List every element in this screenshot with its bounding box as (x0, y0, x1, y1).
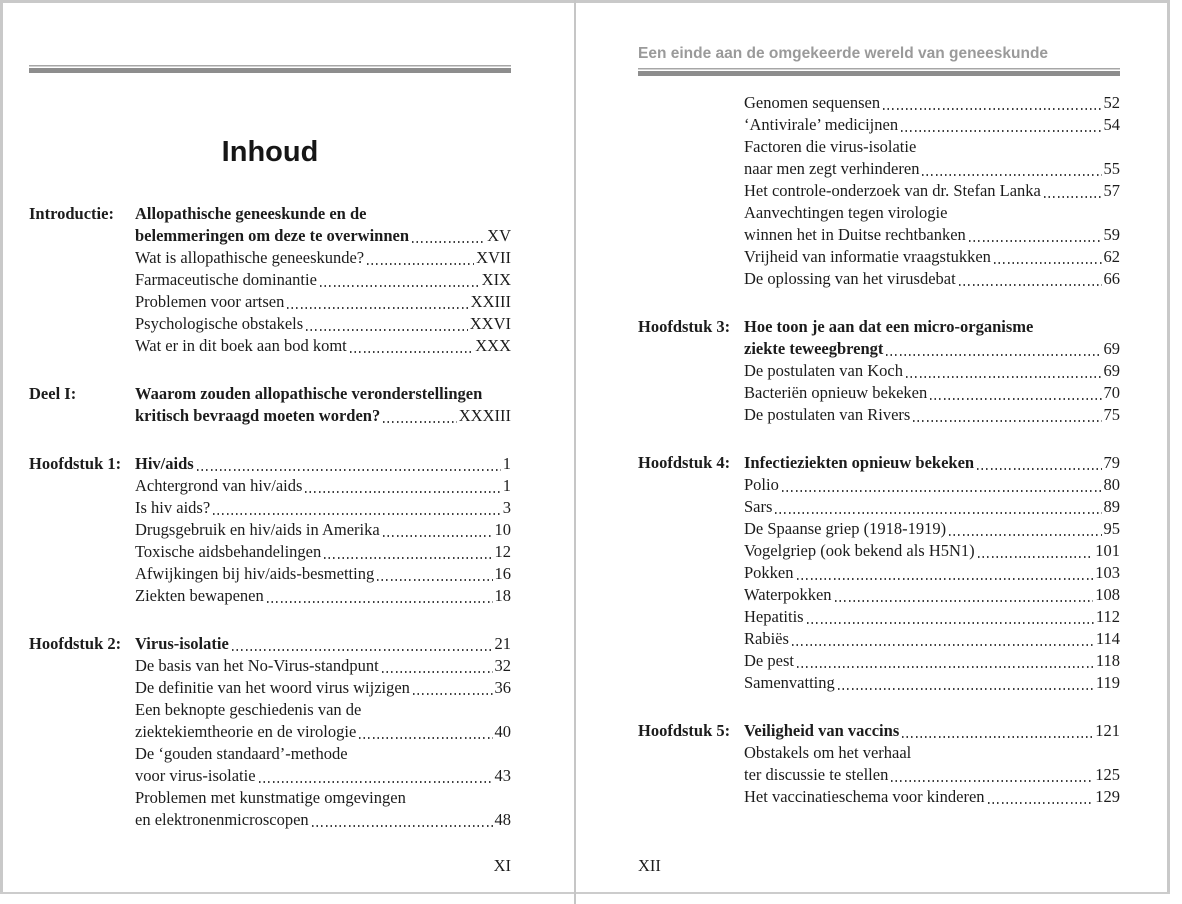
toc-entry-line (744, 338, 1120, 360)
entry-page-number: 1 (502, 454, 511, 473)
toc-entry-line (744, 518, 1120, 540)
entry-text: Wat er in dit boek aan bod komt (135, 336, 347, 355)
dot-leader (891, 780, 1093, 782)
toc-entry-line (744, 606, 1120, 628)
toc-entry-line (135, 247, 511, 269)
entry-text: ziektekiemtheorie en de virologie (135, 722, 357, 741)
entry-text: Is hiv aids? (135, 498, 211, 517)
page-bottom-edge (0, 892, 1170, 894)
dot-leader (886, 354, 1101, 356)
dot-leader (312, 825, 493, 827)
toc-entry-line (744, 360, 1120, 382)
entry-text: Polio (744, 475, 779, 494)
dot-leader (977, 468, 1101, 470)
toc-entry-line (744, 114, 1120, 136)
toc-entry (744, 742, 1120, 786)
toc-entry-line (744, 180, 1120, 202)
toc-entry (135, 313, 511, 335)
entry-text: Obstakels om het verhaal (744, 743, 912, 762)
section-label: Hoofdstuk 1: (29, 454, 122, 473)
toc-entry-line (744, 316, 1120, 338)
entry-text: Een beknopte geschiedenis van de (135, 700, 362, 719)
toc-section (29, 203, 511, 357)
toc-entry-line (135, 405, 511, 427)
left-toc (29, 203, 511, 831)
toc-entry-line (135, 225, 511, 247)
dot-leader (413, 693, 493, 695)
section-label: Hoofdstuk 4: (638, 453, 731, 472)
entry-text: Waarom zouden allopathische veronderstellingen (135, 384, 483, 403)
toc-entry (744, 360, 1120, 382)
section-entries (744, 452, 1120, 694)
toc-entry-line (135, 655, 511, 677)
dot-leader (412, 241, 485, 243)
toc-entry (744, 246, 1120, 268)
dot-leader (792, 644, 1094, 646)
entry-text: ter discussie te stellen (744, 765, 889, 784)
entry-page-number: 62 (1103, 247, 1120, 266)
dot-leader (930, 398, 1101, 400)
entry-page-number: 10 (494, 520, 511, 539)
dot-leader (797, 666, 1094, 668)
entry-text: De definitie van het woord virus wijzigen (135, 678, 410, 697)
entry-text: Sars (744, 497, 773, 516)
dot-leader (902, 736, 1093, 738)
dot-leader (324, 557, 492, 559)
section-label: Deel I: (29, 384, 77, 403)
entry-page-number: 108 (1095, 585, 1120, 604)
left-folio: XI (493, 856, 511, 875)
toc-entry (744, 540, 1120, 562)
toc-entry (744, 562, 1120, 584)
toc-section (638, 720, 1120, 808)
entry-page-number: 70 (1103, 383, 1120, 402)
toc-entry-line (135, 809, 511, 831)
entry-text: Hoe toon je aan dat een micro-organisme (744, 317, 1034, 336)
toc-entry-line (744, 650, 1120, 672)
dot-leader (782, 490, 1102, 492)
entry-page-number: 21 (494, 634, 511, 653)
toc-section (29, 383, 511, 427)
toc-section (638, 452, 1120, 694)
toc-entry (744, 136, 1120, 180)
toc-section (638, 92, 1120, 290)
entry-page-number: 12 (494, 542, 511, 561)
entry-text: Het vaccinatieschema voor kinderen (744, 787, 985, 806)
entry-page-number: 59 (1103, 225, 1120, 244)
entry-text: Ziekten bewapenen (135, 586, 264, 605)
entry-page-number: 16 (494, 564, 511, 583)
toc-section (638, 316, 1120, 426)
section-entries (744, 92, 1120, 290)
toc-entry (744, 606, 1120, 628)
entry-page-number: XVII (476, 248, 511, 267)
toc-entry (135, 335, 511, 357)
page-frame-right-edge (1167, 0, 1170, 894)
toc-entry (135, 383, 511, 427)
dot-leader (359, 737, 492, 739)
entry-page-number: 54 (1103, 115, 1120, 134)
toc-entry-line (135, 721, 511, 743)
toc-entry-line (744, 158, 1120, 180)
toc-entry-line (744, 496, 1120, 518)
dot-leader (213, 513, 501, 515)
entry-text: kritisch bevraagd moeten worden? (135, 406, 381, 425)
dot-leader (978, 556, 1094, 558)
toc-entry-line (744, 404, 1120, 426)
toc-entry (744, 452, 1120, 474)
toc-entry (744, 628, 1120, 650)
toc-entry (135, 541, 511, 563)
toc-entry-line (135, 633, 511, 655)
toc-entry (744, 786, 1120, 808)
entry-text: Samenvatting (744, 673, 835, 692)
section-entries (135, 633, 511, 831)
toc-entry-line (744, 224, 1120, 246)
entry-page-number: 103 (1095, 563, 1120, 582)
page-frame-left-edge (0, 0, 3, 894)
entry-page-number: 32 (494, 656, 511, 675)
toc-entry (744, 496, 1120, 518)
entry-page-number: 129 (1095, 787, 1120, 806)
entry-text: Problemen voor artsen (135, 292, 285, 311)
toc-entry (135, 203, 511, 247)
dot-leader (383, 535, 493, 537)
dot-leader (835, 600, 1094, 602)
section-entries (135, 383, 511, 427)
toc-entry-line (135, 699, 511, 721)
dot-leader (913, 420, 1101, 422)
entry-page-number: XXIII (470, 292, 511, 311)
section-label: Hoofdstuk 5: (638, 721, 731, 740)
dot-leader (988, 802, 1094, 804)
entry-page-number: 79 (1103, 453, 1120, 472)
toc-entry (744, 114, 1120, 136)
dot-leader (969, 240, 1102, 242)
entry-text: Genomen sequensen (744, 93, 881, 112)
entry-text: Farmaceutische dominantie (135, 270, 317, 289)
entry-text: winnen het in Duitse rechtbanken (744, 225, 966, 244)
dot-leader (287, 307, 468, 309)
entry-text: Pokken (744, 563, 794, 582)
entry-text: Het controle-onderzoek van dr. Stefan Lanka (744, 181, 1041, 200)
toc-entry-line (744, 786, 1120, 808)
entry-text: De postulaten van Rivers (744, 405, 911, 424)
entry-text: Achtergrond van hiv/aids (135, 476, 303, 495)
entry-page-number: 48 (494, 810, 511, 829)
toc-entry (135, 633, 511, 655)
entry-text: belemmeringen om deze te overwinnen (135, 226, 410, 245)
ornamental-double-rule (638, 68, 1120, 76)
toc-entry-line (135, 335, 511, 357)
entry-page-number: 3 (502, 498, 511, 517)
toc-entry-line (135, 519, 511, 541)
entry-page-number: 114 (1095, 629, 1120, 648)
dot-leader (197, 469, 501, 471)
entry-text: Hepatitis (744, 607, 804, 626)
entry-page-number: 101 (1095, 541, 1120, 560)
toc-entry (744, 584, 1120, 606)
toc-entry (135, 519, 511, 541)
dot-leader (922, 174, 1101, 176)
entry-text: naar men zegt verhinderen (744, 159, 920, 178)
toc-entry-line (135, 291, 511, 313)
toc-entry (135, 585, 511, 607)
toc-entry-line (744, 382, 1120, 404)
dot-leader (377, 579, 492, 581)
dot-leader (1044, 196, 1102, 198)
dot-leader (320, 285, 480, 287)
ornamental-double-rule (29, 65, 511, 73)
toc-section (29, 453, 511, 607)
section-entries (135, 203, 511, 357)
entry-text: Factoren die virus-isolatie (744, 137, 917, 156)
entry-page-number: XXXIII (458, 406, 511, 425)
entry-page-number: 52 (1103, 93, 1120, 112)
section-label: Introductie: (29, 204, 114, 223)
toc-entry-line (744, 246, 1120, 268)
dot-leader (259, 781, 493, 783)
toc-entry-line (744, 584, 1120, 606)
entry-page-number: 40 (494, 722, 511, 741)
toc-entry-line (744, 742, 1120, 764)
entry-page-number: XIX (481, 270, 511, 289)
entry-text: De basis van het No-Virus-standpunt (135, 656, 379, 675)
entry-text: ziekte teweegbrengt (744, 339, 884, 358)
toc-entry-line (744, 562, 1120, 584)
toc-entry (744, 92, 1120, 114)
dot-leader (383, 421, 457, 423)
toc-entry-line (135, 383, 511, 405)
entry-page-number: 69 (1103, 361, 1120, 380)
entry-page-number: XXVI (469, 314, 511, 333)
dot-leader (382, 671, 493, 673)
entry-text: Problemen met kunstmatige omgevingen (135, 788, 406, 807)
dot-leader (267, 601, 493, 603)
toc-entry (135, 677, 511, 699)
toc-entry (135, 453, 511, 475)
toc-entry-line (744, 92, 1120, 114)
toc-entry (744, 180, 1120, 202)
toc-entry-line (744, 764, 1120, 786)
toc-entry-line (744, 540, 1120, 562)
entry-page-number: 121 (1095, 721, 1120, 740)
entry-text: De pest (744, 651, 794, 670)
toc-entry (135, 291, 511, 313)
toc-entry-line (135, 313, 511, 335)
entry-page-number: 66 (1103, 269, 1120, 288)
toc-entry (744, 316, 1120, 360)
entry-text: De oplossing van het virusdebat (744, 269, 956, 288)
entry-text: ‘Antivirale’ medicijnen (744, 115, 899, 134)
toc-entry (744, 518, 1120, 540)
entry-page-number: XXX (475, 336, 511, 355)
entry-page-number: 80 (1103, 475, 1120, 494)
toc-entry-line (135, 743, 511, 765)
toc-entry-line (135, 453, 511, 475)
section-label: Hoofdstuk 3: (638, 317, 731, 336)
entry-text: Allopathische geneeskunde en de (135, 204, 367, 223)
entry-text: Drugsgebruik en hiv/aids in Amerika (135, 520, 380, 539)
entry-text: Aanvechtingen tegen virologie (744, 203, 948, 222)
toc-entry (744, 382, 1120, 404)
section-entries (135, 453, 511, 607)
dot-leader (232, 649, 493, 651)
entry-text: Vogelgriep (ook bekend als H5N1) (744, 541, 975, 560)
entry-page-number: 89 (1103, 497, 1120, 516)
entry-page-number: 36 (494, 678, 511, 697)
entry-text: Waterpokken (744, 585, 832, 604)
toc-entry-line (744, 474, 1120, 496)
dot-leader (807, 622, 1094, 624)
entry-page-number: 69 (1103, 339, 1120, 358)
dot-leader (906, 376, 1102, 378)
right-folio: XII (638, 856, 661, 875)
entry-page-number: 43 (494, 766, 511, 785)
entry-page-number: 125 (1095, 765, 1120, 784)
toc-entry-line (135, 475, 511, 497)
toc-entry (135, 655, 511, 677)
right-toc (638, 92, 1120, 808)
entry-page-number: 119 (1095, 673, 1120, 692)
toc-section (29, 633, 511, 831)
entry-text: Hiv/aids (135, 454, 194, 473)
toc-entry (135, 563, 511, 585)
entry-page-number: 55 (1103, 159, 1120, 178)
page-left (29, 0, 511, 892)
toc-entry (744, 650, 1120, 672)
toc-entry-line (744, 672, 1120, 694)
entry-text: en elektronenmicroscopen (135, 810, 309, 829)
dot-leader (838, 688, 1094, 690)
entry-text: Veiligheid van vaccins (744, 721, 900, 740)
toc-entry-line (744, 202, 1120, 224)
entry-text: Afwijkingen bij hiv/aids-besmetting (135, 564, 375, 583)
toc-entry (135, 269, 511, 291)
toc-entry (135, 699, 511, 743)
dot-leader (901, 130, 1101, 132)
dot-leader (775, 512, 1101, 514)
toc-entry (744, 404, 1120, 426)
toc-entry (744, 474, 1120, 496)
entry-page-number: XV (487, 226, 511, 245)
toc-entry (135, 247, 511, 269)
entry-page-number: 57 (1103, 181, 1120, 200)
page-right (638, 0, 1120, 892)
dot-leader (949, 534, 1101, 536)
entry-page-number: 118 (1095, 651, 1120, 670)
entry-text: Bacteriën opnieuw bekeken (744, 383, 928, 402)
section-entries (744, 720, 1120, 808)
toc-entry (135, 475, 511, 497)
entry-page-number: 1 (502, 476, 511, 495)
toc-entry-line (744, 268, 1120, 290)
entry-text: Wat is allopathische geneeskunde? (135, 248, 365, 267)
running-head: Een einde aan de omgekeerde wereld van geneeskunde (638, 45, 1049, 62)
toc-entry (744, 202, 1120, 246)
dot-leader (367, 263, 474, 265)
toc-entry (744, 720, 1120, 742)
toc-entry-line (135, 563, 511, 585)
toc-entry-line (744, 136, 1120, 158)
toc-entry-line (135, 541, 511, 563)
dot-leader (994, 262, 1102, 264)
entry-page-number: 112 (1095, 607, 1120, 626)
dot-leader (959, 284, 1102, 286)
toc-entry-line (744, 628, 1120, 650)
toc-entry-line (135, 765, 511, 787)
toc-entry-line (135, 787, 511, 809)
dot-leader (350, 351, 474, 353)
section-label (638, 92, 744, 290)
toc-entry-line (135, 203, 511, 225)
entry-text: voor virus-isolatie (135, 766, 256, 785)
entry-text: Psychologische obstakels (135, 314, 304, 333)
toc-entry (135, 743, 511, 787)
entry-text: Infectieziekten opnieuw bekeken (744, 453, 975, 472)
entry-page-number: 75 (1103, 405, 1120, 424)
entry-text: De postulaten van Koch (744, 361, 903, 380)
toc-entry-line (135, 585, 511, 607)
toc-entry (135, 787, 511, 831)
dot-leader (305, 491, 500, 493)
page-title: Inhoud (221, 136, 319, 168)
section-entries (744, 316, 1120, 426)
entry-text: Virus-isolatie (135, 634, 229, 653)
entry-text: Rabiës (744, 629, 789, 648)
entry-text: Vrijheid van informatie vraagstukken (744, 247, 991, 266)
entry-text: Toxische aidsbehandelingen (135, 542, 322, 561)
toc-entry-line (744, 452, 1120, 474)
entry-text: De Spaanse griep (1918-1919) (744, 519, 947, 538)
dot-leader (883, 108, 1101, 110)
toc-entry (744, 672, 1120, 694)
entry-page-number: 95 (1103, 519, 1120, 538)
section-label: Hoofdstuk 2: (29, 634, 122, 653)
toc-entry (135, 497, 511, 519)
entry-page-number: 18 (494, 586, 511, 605)
toc-entry (744, 268, 1120, 290)
page-gutter-divider (574, 0, 576, 904)
toc-entry-line (135, 497, 511, 519)
dot-leader (797, 578, 1094, 580)
toc-entry-line (744, 720, 1120, 742)
entry-text: De ‘gouden standaard’-methode (135, 744, 348, 763)
dot-leader (306, 329, 468, 331)
toc-entry-line (135, 677, 511, 699)
toc-entry-line (135, 269, 511, 291)
